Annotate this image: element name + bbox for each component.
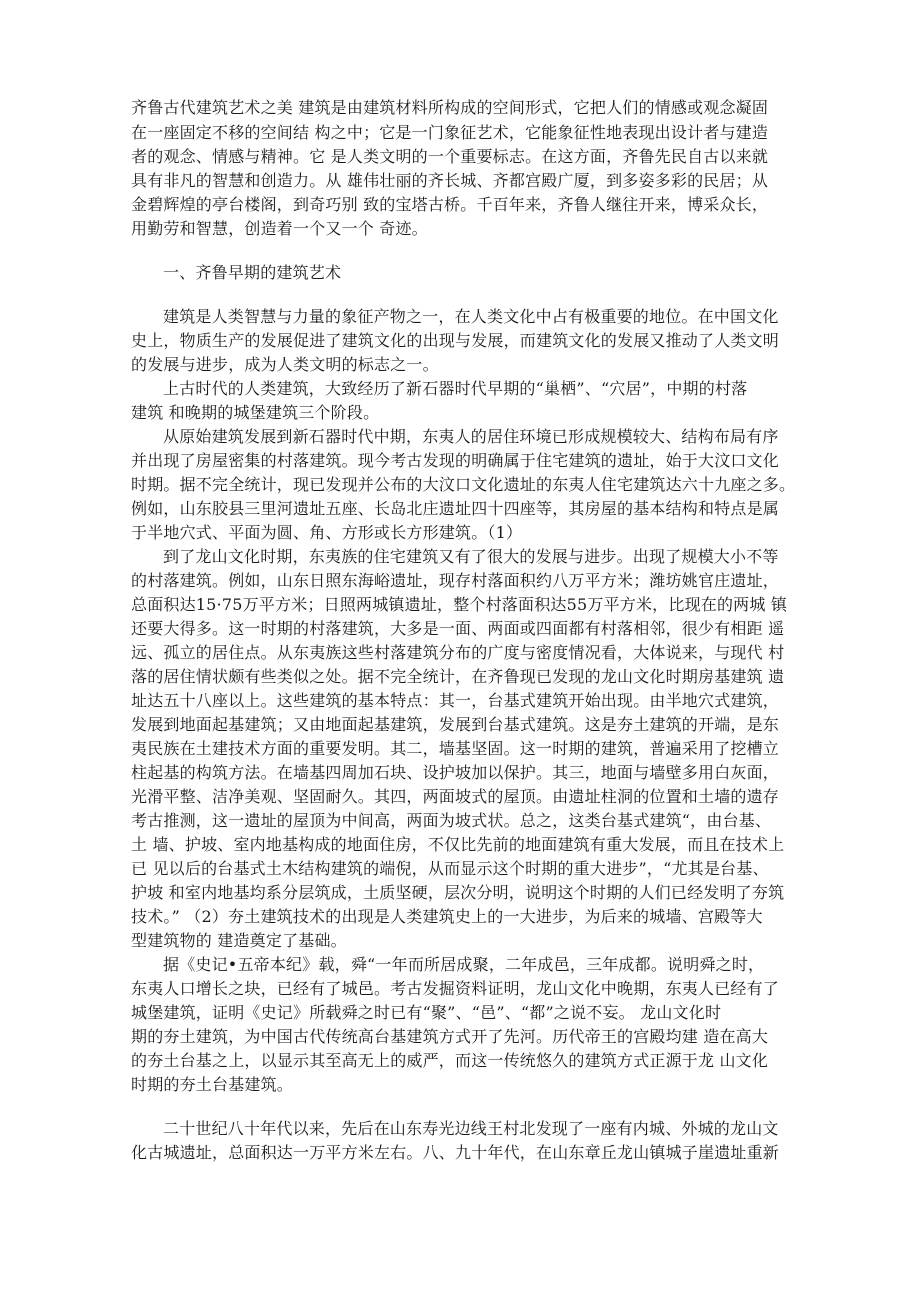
paragraph-line: 总面积达15·75万平方米；日照两城镇遗址，整个村落面积达55万平方米，比现在的两城 镇 [131, 595, 788, 614]
paragraph-line: 时期。据不完全统计，现已发现并公布的大汶口文化遗址的东夷人住宅建筑达六十九座之多。 [131, 475, 796, 494]
paragraph-line: 例如，山东胶县三里河遗址五座、长岛北庄遗址四十四座等，其房屋的基本结构和特点是属 [131, 499, 780, 518]
paragraph-line: 型建筑物的 建造奠定了基础。 [131, 931, 347, 950]
intro-line: 齐鲁古代建筑艺术之美 建筑是由建筑材料所构成的空间形式，它把人们的情感或观念凝固 [131, 98, 769, 117]
paragraph-line: 址达五十八座以上。这些建筑的基本特点：其一，台基式建筑开始出现。由半地穴式建筑， [131, 691, 780, 710]
intro-line: 金碧辉煌的亭台楼阁，到奇巧别 致的宝塔古桥。千百年来，齐鲁人继往开来，博采众长， [131, 195, 769, 214]
paragraph-line: 发展到地面起基建筑；又由地面起基建筑，发展到台基式建筑。这是夯土建筑的开端，是东 [131, 715, 780, 734]
paragraph-line: 城堡建筑，证明《史记》所载舜之时已有“聚”、“邑”、“都”之说不妄。 龙山文化时 [131, 1003, 722, 1022]
paragraph-line: 于半地穴式、平面为圆、角、方形或长方形建筑。（1） [131, 523, 523, 542]
paragraph-line: 东夷人口增长之块，已经有了城邑。考古发掘资料证明，龙山文化中晚期，东夷人已经有了 [131, 979, 780, 998]
paragraph-line: 期的夯土建筑，为中国古代传统高台基建筑方式开了先河。历代帝王的宫殿均建 造在高大 [131, 1027, 769, 1046]
paragraph-line: 史上，物质生产的发展促进了建筑文化的出现与发展，而建筑文化的发展又推动了人类文明 [131, 331, 780, 350]
paragraph-line: 上古时代的人类建筑，大致经历了新石器时代早期的“巢栖”、“穴居”，中期的村落 [163, 379, 748, 398]
paragraph-line: 到了龙山文化时期，东夷族的住宅建筑又有了很大的发展与进步。出现了规模大小不等 [163, 547, 779, 566]
paragraph-line: 建筑 和晚期的城堡建筑三个阶段。 [131, 403, 380, 422]
paragraph-line: 还要大得多。这一时期的村落建筑，大多是一面、两面或四面都有村落相邻，很少有相距 遥 [131, 619, 785, 638]
intro-line: 者的观念、情感与精神。它 是人类文明的一个重要标志。在这方面，齐鲁先民自古以来就 [131, 147, 769, 166]
paragraph-line: 护坡 和室内地基均系分层筑成，土质坚硬，层次分明，说明这个时期的人们已经发明了夯筑 [131, 883, 785, 902]
intro-line: 用勤劳和智慧，创造着一个又一个 奇迹。 [131, 219, 428, 238]
paragraph-line: 的村落建筑。例如，山东日照东海峪遗址，现存村落面积约八万平方米；潍坊姚官庄遗址， [131, 571, 780, 590]
intro-line: 在一座固定不移的空间结 构之中；它是一门象征艺术，它能象征性地表现出设计者与建造 [131, 123, 769, 142]
paragraph-line: 土 墙、护坡、室内地基构成的地面住房，不仅比先前的地面建筑有重大发展，而且在技术上 [131, 835, 785, 854]
paragraph-line: 考古推测，这一遗址的屋顶为中间高，两面为坡式状。总之，这类台基式建筑“，由台基、 [131, 811, 772, 830]
paragraph-line: 二十世纪八十年代以来，先后在山东寿光边线王村北发现了一座有内城、外城的龙山文 [163, 1119, 779, 1138]
paragraph-line: 柱起基的构筑方法。在墙基四周加石块、设护坡加以保护。其三，地面与墙壁多用白灰面， [131, 763, 780, 782]
paragraph-line: 落的居住情状颇有些类似之处。据不完全统计，在齐鲁现已发现的龙山文化时期房基建筑 遗 [131, 667, 785, 686]
paragraph-line: 技术。” （2）夯土建筑技术的出现是人类建筑史上的一大进步，为后来的城墙、宫殿等大 [131, 907, 763, 926]
paragraph-line: 已 见以后的台基式土木结构建筑的端倪，从而显示这个时期的重大进步”，“尤其是台基、 [131, 859, 769, 878]
paragraph-line: 光滑平整、洁净美观、坚固耐久。其四，两面坡式的屋顶。由遗址柱洞的位置和土墙的遗存 [131, 787, 780, 806]
section-heading: 一、齐鲁早期的建筑艺术 [163, 263, 342, 282]
intro-line: 具有非凡的智慧和创造力。从 雄伟壮丽的齐长城、齐都宫殿广厦，到多姿多彩的民居；从 [131, 171, 769, 190]
paragraph-line: 并出现了房屋密集的村落建筑。现今考古发现的明确属于住宅建筑的遗址，始于大汶口文化 [131, 451, 780, 470]
paragraph-line: 时期的夯土台基建筑。 [131, 1075, 294, 1094]
paragraph-line: 从原始建筑发展到新石器时代中期，东夷人的居住环境已形成规模较大、结构布局有序 [163, 427, 779, 446]
paragraph-line: 夷民族在土建技术方面的重要发明。其二，墙基坚固。这一时期的建筑，普遍采用了挖槽立 [131, 739, 780, 758]
paragraph-line: 的夯土台基之上，以显示其至高无上的威严，而这一传统悠久的建筑方式正源于龙 山文化 [131, 1051, 769, 1070]
paragraph-line: 据《史记•五帝本纪》载，舜“一年而所居成聚，二年成邑，三年成都。说明舜之时， [163, 955, 765, 974]
paragraph-line: 化古城遗址，总面积达一万平方米左右。八、九十年代，在山东章丘龙山镇城子崖遗址重新 [131, 1143, 780, 1162]
paragraph-line: 建筑是人类智慧与力量的象征产物之一，在人类文化中占有极重要的地位。在中国文化 [163, 307, 779, 326]
paragraph-line: 的发展与进步，成为人类文明的标志之一。 [131, 355, 439, 374]
paragraph-line: 远、孤立的居住点。从东夷族这些村落建筑分布的广度与密度情况看，大体说来，与现代 村 [131, 643, 785, 662]
